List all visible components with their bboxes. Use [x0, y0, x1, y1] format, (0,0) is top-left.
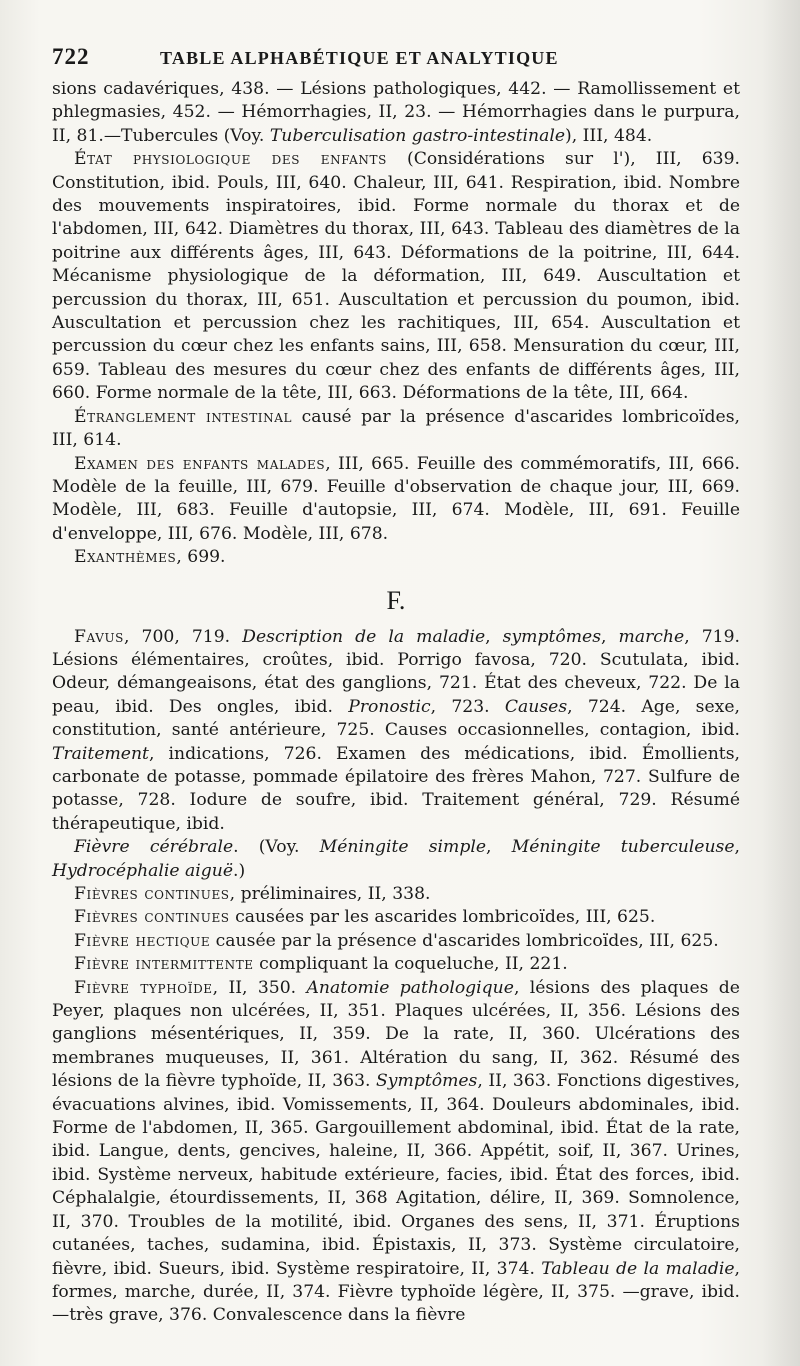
entry-headword: Fièvres continues	[74, 907, 230, 928]
index-entry	[52, 626, 740, 837]
page-number: 722	[52, 44, 90, 69]
entry-headword: Examen des enfants malades	[74, 453, 326, 474]
running-head	[52, 44, 740, 78]
entry-text: ,	[485, 626, 503, 647]
entry-headword: Fièvres continues	[74, 884, 230, 904]
entry-text: , 699.	[176, 547, 226, 568]
entry-headword: Exanthèmes	[74, 547, 177, 568]
index-entry	[52, 977, 740, 1328]
entry-text: ), III, 484.	[565, 125, 653, 146]
section-letter: F.	[386, 585, 406, 615]
entry-headword: Étranglement intestinal	[74, 406, 293, 427]
italic-term: Anatomie pathologique	[306, 977, 514, 998]
entry-text: causé par la présence d'ascarides lombricoïdes, III, 614.	[52, 406, 741, 451]
italic-term: Description de la maladie	[242, 626, 486, 647]
italic-term: Tableau de la maladie	[541, 1258, 735, 1279]
italic-term: symptômes	[502, 626, 602, 647]
italic-term: Tuberculisation gastro-intestinale	[269, 125, 566, 146]
index-entry	[52, 406, 740, 453]
entry-text: , formes, marche, durée, II, 374. Fièvre typhoïde légère, II, 375. —grave, ibid. —très grave, 376. Convalescence dans la fièvre	[52, 1258, 740, 1326]
entry-text: , II, 363. Fonctions digestives, évacuations alvines, ibid. Vomissements, II, 364. Douleurs abdominales, ibid. Forme de l'abdomen, II, 365. Gargouillement abdominal, ibid. État de la rate, ibid. Langue, dents, gencives, haleine, II, 366. Appétit, soif, II, 367. Urines, ibid. Système nerveux, habitude extérieure, facies, ibid. État des forces, ibid. Céphalalgie, étourdissements, II, 368 Agitation, délire, II, 369. Somnolence, II, 370. Troubles de la motilité, ibid. Organes des sens, II, 371. Éruptions cutanées, taches, sudamina, ibid. Épistaxis, II, 373. Système circulatoire, fièvre, ibid. Sueurs, ibid. Système respiratoire, II, 374.	[52, 1071, 740, 1279]
index-entry	[52, 836, 740, 883]
index-entry	[52, 148, 740, 405]
entry-headword: Fièvre hectique	[74, 930, 211, 951]
entry-text: , lésions des plaques de Peyer, plaques non ulcérées, II, 351. Plaques ulcérées, II, 356. Lésions des ganglions mésentériques, II, 359. De la rate, II, 360. Ulcérations des membranes muqueuses, II, 361. Altération du sang, II, 362. Résumé des lésions de la fièvre typhoïde, II, 363.	[52, 977, 740, 1092]
index-entry	[52, 953, 740, 976]
entry-text: sions cadavériques, 438. — Lésions pathologiques, 442. — Ramollissement et phlegmasies, 452. — Hémorrhagies, II, 23. — Hémorrhagies dans le purpura, II, 81.—Tubercules (Voy.	[52, 79, 740, 146]
index-entry	[52, 453, 740, 547]
italic-term: Fièvre cérébrale	[74, 837, 234, 858]
italic-term: Symptômes	[376, 1071, 478, 1092]
index-entries-e	[52, 78, 740, 570]
entry-headword: Favus	[74, 626, 124, 647]
entry-text: , 723.	[430, 696, 505, 717]
index-entry	[52, 930, 740, 953]
entry-headword: Fièvre typhoïde	[74, 977, 213, 998]
entry-text: (Considérations sur l'), III, 639. Constitution, ibid. Pouls, III, 640. Chaleur, III, 641. Respiration, ibid. Nombre des mouvements inspiratoires, ibid. Forme normale du thorax et de l'abdomen, III, 642. Diamètres du thorax, III, 643. Tableau des diamètres de la poitrine aux différents âges, III, 643. Déformations de la poitrine, III, 644. Mécanisme physiologique de la déformation, III, 649. Auscultation et percussion du thorax, III, 651. Auscultation et percussion du poumon, ibid. Auscultation et percussion chez les rachitiques, III, 654. Auscultation et percussion du cœur chez les enfants sains, III, 658. Mensuration du cœur, III, 659. Tableau des mesures du cœur chez des enfants de différents âges, III, 660. Forme normale de la tête, III, 663. Déformations de la tête, III, 664.	[52, 149, 740, 404]
italic-term: Hydrocéphalie aiguë	[52, 860, 233, 881]
index-entry	[52, 906, 740, 929]
italic-term: Causes	[504, 696, 568, 717]
entry-text: , III, 665. Feuille des commémoratifs, III, 666. Modèle de la feuille, III, 679. Feuille d'observation de chaque jour, III, 669. Modèle, III, 683. Feuille d'autopsie, III, 674. Modèle, III, 691. Feuille d'enveloppe, III, 676. Modèle, III, 678.	[52, 453, 740, 544]
entry-text: , 724. Age, sexe, constitution, santé antérieure, 725. Causes occasionnelles, contagion, ibid.	[52, 696, 740, 741]
italic-term: Traitement	[52, 743, 149, 764]
entry-text: .)	[233, 860, 246, 881]
index-entries-f	[52, 626, 740, 1328]
entry-text: , indications, 726. Examen des médications, ibid. Émollients, carbonate de potasse, pommade épilatoire des frères Mahon, 727. Sulfure de potasse, 728. Iodure de soufre, ibid. Traitement général, 729. Résumé thérapeutique, ibid.	[52, 743, 740, 834]
italic-term: marche	[618, 626, 685, 647]
entry-text: ,	[601, 626, 619, 647]
entry-text: causées par les ascarides lombricoïdes, III, 625.	[229, 907, 656, 928]
entry-text: , 719. Lésions élémentaires, croûtes, ibid. Porrigo favosa, 720. Scutulata, ibid. Odeur, démangeaisons, état des ganglions, 721. État des cheveux, 722. De la peau, ibid. Des ongles, ibid.	[52, 626, 740, 717]
page-edge-shadow	[762, 0, 800, 1366]
entry-headword: État physiologique des enfants	[74, 149, 387, 170]
italic-term: Méningite tuberculeuse	[511, 837, 735, 858]
entry-text: ,	[486, 837, 512, 858]
entry-text: , préliminaires, II, 338.	[229, 884, 431, 904]
italic-term: Pronostic	[348, 696, 431, 717]
entry-text: compliquant la coqueluche, II, 221.	[253, 954, 568, 975]
page-text	[52, 44, 740, 1328]
entry-text: , 700, 719.	[124, 626, 243, 647]
entry-text: ,	[734, 837, 740, 858]
running-head-title: TABLE ALPHABÉTIQUE ET ANALYTIQUE	[160, 48, 559, 68]
entry-headword: Fièvre intermittente	[74, 954, 254, 975]
index-entry	[52, 883, 740, 906]
entry-text: causée par la présence d'ascarides lombricoïdes, III, 625.	[210, 930, 719, 951]
entry-text: , II, 350.	[212, 977, 307, 998]
entry-text: . (Voy.	[233, 837, 320, 858]
index-entry	[52, 78, 740, 148]
italic-term: Méningite simple	[319, 837, 487, 858]
index-entry	[52, 546, 740, 569]
